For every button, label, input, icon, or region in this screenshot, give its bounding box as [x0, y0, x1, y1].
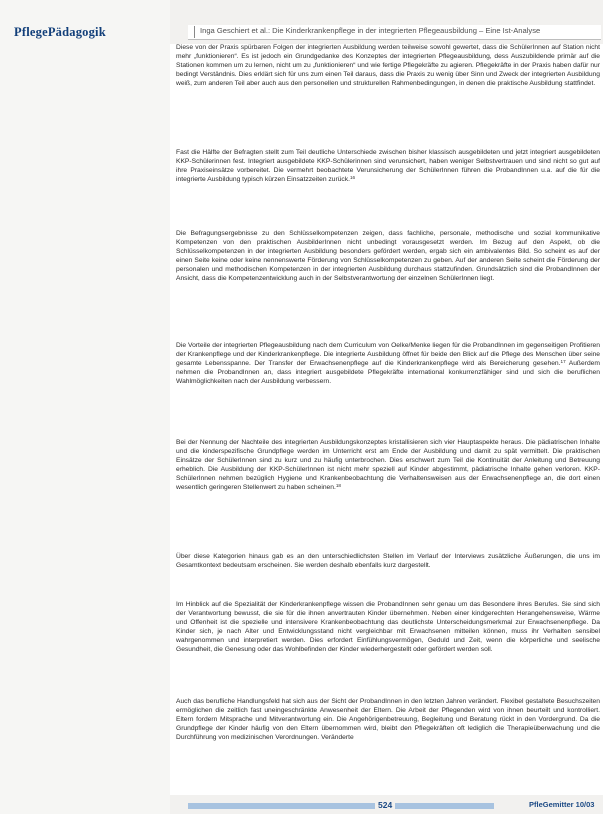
paragraph-8 — [176, 698, 600, 743]
paragraph-text-cont: Außerdem nehmen die ProbandInnen an, dass integriert ausgebildete Pflegekräfte international konkurrenzfähiger sind und sich die beruflichen Wahlmöglichkeiten nach der Ausbildung verbessern. — [176, 359, 600, 385]
paragraph-4 — [176, 342, 600, 387]
footnote-ref: 16 — [349, 174, 356, 180]
paragraph-text: Im Hinblick auf die Spezialität der Kinderkrankenpflege wissen die ProbandInnen sehr genau um das Besondere ihres Berufes. Sie sind sich der Verantwortung bewusst, die sie für die ihnen anvertrauten Kinder übernehmen. Neben einer kindgerechten Herangehensweise, Wärme und Offenheit ist die spezielle und intensivere Krankenbeobachtung das deutlichste Unterscheidungsmerkmal zur Erwachsenenpflege. Da Kinder sich, je nach Alter und Entwicklungsstand nicht vergleichbar mit Erwachsenen mitteilen können, muss ihr Verhalten sensibel wahrgenommen und interpretiert werden. Dies erfordert Einfühlungsvermögen, Geduld und Zeit, wenn die körperliche und seelische Gesundheit, die Genesung oder das Wohlbefinden der Kinder wiederhergestellt oder gefördert werden soll. — [176, 601, 600, 653]
paragraph-2 — [176, 149, 600, 185]
footer-rule — [188, 803, 494, 809]
footnote-ref: 18 — [335, 482, 341, 488]
left-margin — [0, 0, 170, 814]
header-divider — [194, 26, 195, 38]
paragraph-5 — [176, 439, 600, 492]
footnote-ref: 17 — [560, 358, 566, 364]
paragraph-text: Diese von der Praxis spürbaren Folgen der integrierten Ausbildung werden teilweise sowohl gewertet, dass die SchülerInnen auf Station nicht mehr „funktionieren“. Es ist jedoch ein Grundgedanke des Konzeptes der integrierten Pflegeausbildung, dess Auszubildende primär auf die Stationen kommen um zu lernen, nicht um zu „funktionieren“ und wie fertige Pflegekräfte zu agieren. Pflegekräfte in der Praxis haben dafür nur bedingt Verständnis. Dies erklärt sich für uns zum einen Teil daraus, dass die Praxis zu wenig über Sinn und Zweck der integrierten Ausbildung weiß, zum anderen Teil aber auch aus den personellen und strukturellen Rahmenbedingungen, in denen die praktische Ausbildung stattfindet. — [176, 44, 600, 87]
article-body — [170, 44, 603, 795]
paragraph-6 — [176, 553, 600, 571]
paragraph-1 — [176, 44, 600, 89]
paragraph-text: Die Vorteile der integrierten Pflegeausbildung nach dem Curriculum von Oelke/Menke liegen für die ProbandInnen im gegenseitigen Profitieren der Krankenpflege und der Kinderkrankenpflege. Die integrierte Ausbildung öffnet für beide den Blick auf die Pflege des Menschen über seine gesamte Lebensspanne. Der Transfer der Erwachsenenpflege auf die Kinderkrankenpflege wird als Bereicherung gesehen. — [176, 342, 600, 367]
paragraph-7 — [176, 601, 600, 654]
page-number: 524 — [375, 800, 395, 810]
running-header — [188, 25, 601, 40]
running-head-title: Inga Geschiert et al.: Die Kinderkrankenpflege in der integrierten Pflegeausbildung – Eine Ist-Analyse — [200, 26, 541, 35]
paragraph-text: Die Befragungsergebnisse zu den Schlüsselkompetenzen zeigen, dass fachliche, personale, methodische und sozial kommunikative Kompetenzen von den praktischen AusbilderInnen nicht unbedingt vorausgesetzt werden. Im Bezug auf den Aspekt, ob die Schlüsselkompetenzen in der integrierten Ausbildung besonders gefördert werden, ergab sich ein ambivalentes Bild. So scheint es auf der einen Seite keine oder keine nennenswerte Förderung von Schlüsselkompetenzen zu geben. Auf der anderen Seite scheint die Förderung der personalen und methodischen Kompetenzen in der integrierten Ausbildung durchaus stattzufinden. Grundsätzlich sind die ProbandInnen der Ansicht, dass die Kompetenzentwicklung auch in der Selbstverantwortung der einzelnen SchülerInnen liegt. — [176, 230, 600, 282]
paragraph-text: Bei der Nennung der Nachteile des integrierten Ausbildungskonzeptes kristallisieren sich vier Hauptaspekte heraus. Die pädiatrischen Inhalte und die kinderspezifische Grundpflege werden im Unterricht erst am Ende der Ausbildung und damit zu spät vermittelt. Die praktischen Einsätze der SchülerInnen sind zu kurz und zu häufig unterbrochen. Dies erschwert zum Teil die Kontinuität der Anleitung und Betreuung erheblich. Die Ausbildung der KKP-SchülerInnen ist nicht mehr speziell auf Kinder abgestimmt, pädiatrische Inhalte gehen verloren. KKP-SchülerInnen nehmen bezüglich Hygiene und Krankenbeobachtung die Verhaltensweisen aus der Erwachsenenpflege an, die dort einen wesentlich geringeren Stellenwert zu haben scheinen. — [176, 439, 600, 491]
paragraph-text: Über diese Kategorien hinaus gab es an den unterschiedlichsten Stellen im Verlauf der Interviews zusätzliche Äußerungen, die uns im Gesamtkontext bedeutsam erscheinen. Sie werden deshalb ebenfalls kurz dargestellt. — [176, 553, 600, 569]
paragraph-3 — [176, 230, 600, 283]
paragraph-text: Fast die Hälfte der Befragten stellt zum Teil deutliche Unterschiede zwischen bisher klassisch ausgebildeten und jetzt integriert ausgebildeten KKP-Schülerinnen fest. Integriert ausgebildete KKP-Schülerinnen sind verunsichert, haben weniger Selbstvertrauen und sind nicht so gut auf ihre Praxiseinsätze vorbereitet. Die vermehrt beobachtete Verunsicherung der SchülerInnen führen die ProbandInnen u.a. auf die für die integrierte Ausbildung typisch kürzen Einsatzzeiten zurück. — [176, 149, 600, 183]
journal-logo: PflegePädagogik — [14, 25, 106, 39]
footer-journal-issue: PfleGemitter 10/03 — [529, 800, 595, 809]
paragraph-text: Auch das berufliche Handlungsfeld hat sich aus der Sicht der ProbandInnen in den letzten Jahren verändert. Flexibel gestaltete Besuchszeiten ermöglichen die zeitlich fast uneingeschränkte Anwesenheit der Eltern. Die Arbeit der Pflegenden wird von ihnen beurteilt und kontrolliert. Eltern fordern Mitsprache und Mitverantwortung ein. Die Angehörigenbetreuung, Begleitung und Beratung rückt in den Vordergrund. Da die Grundpflege der Kinder häufig von den Eltern übernommen wird, bleibt den Pflegekräften oft lediglich die Therapieüberwachung und die Durchführung von medizinischen Verordnungen. Veränderte — [176, 698, 600, 741]
